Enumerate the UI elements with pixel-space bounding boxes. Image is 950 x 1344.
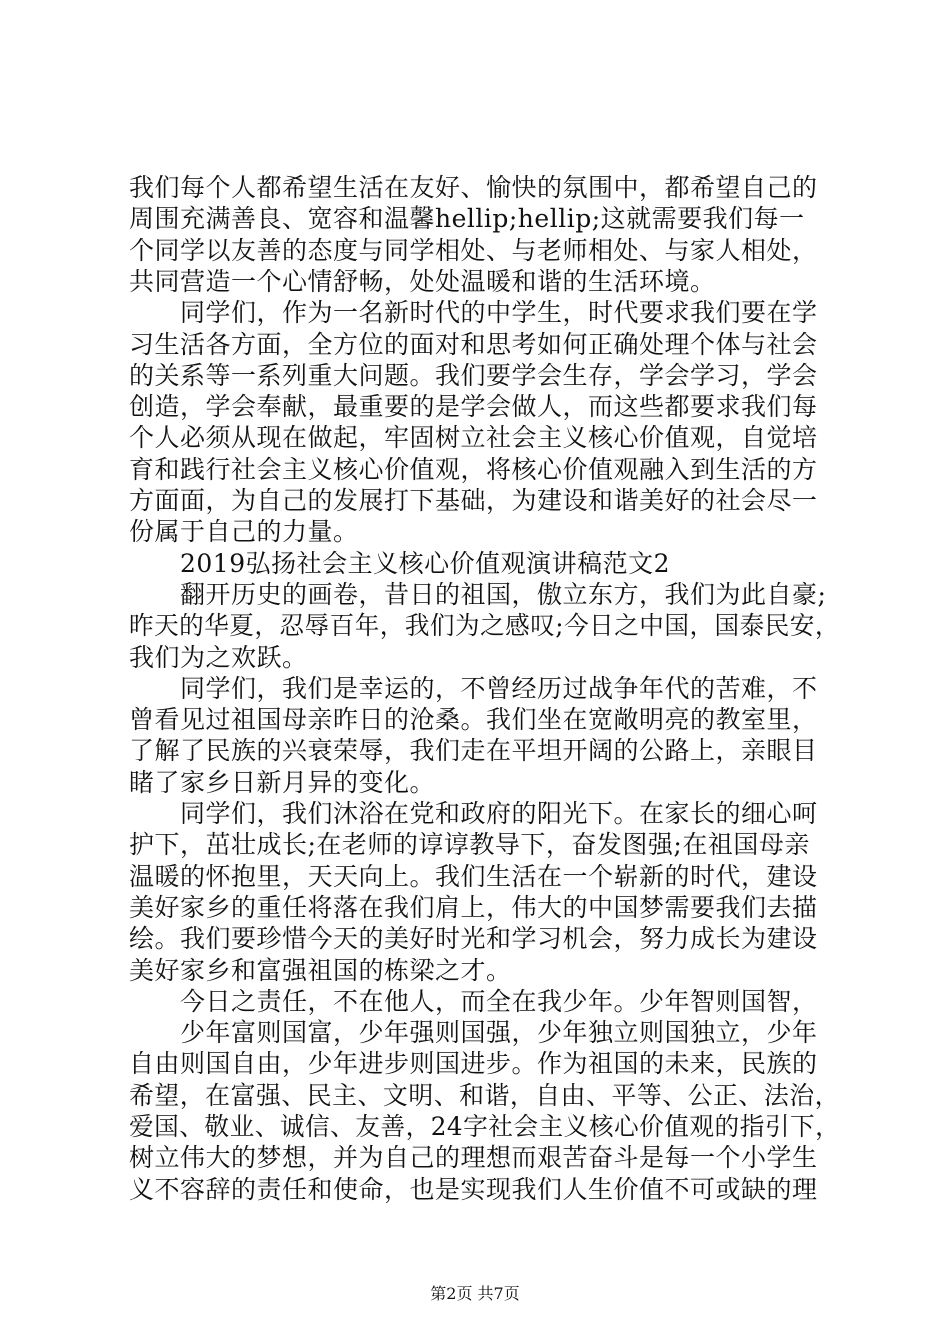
text-line: 睹了家乡日新月异的变化。: [129, 767, 436, 797]
text-line: 的关系等一系列重大问题。我们要学会生存，学会学习，学会: [129, 360, 818, 390]
text-line: 少年富则国富，少年强则国强，少年独立则国独立，少年: [129, 1018, 818, 1048]
text-line: 个人必须从现在做起，牢固树立社会主义核心价值观，自觉培: [129, 423, 818, 453]
text-line: 自由则国自由，少年进步则国进步。作为祖国的未来，民族的: [129, 1049, 818, 1079]
text-line: 今日之责任，不在他人，而全在我少年。少年智则国智，: [129, 986, 818, 1016]
text-line: 共同营造一个心情舒畅，处处温暖和谐的生活环境。: [129, 266, 716, 296]
text-line: 希望，在富强、民主、文明、和谐，自由、平等、公正、法治，: [129, 1080, 841, 1110]
text-line: 了解了民族的兴衰荣辱，我们走在平坦开阔的公路上，亲眼目: [129, 736, 818, 766]
text-line: 温暖的怀抱里，天天向上。我们生活在一个崭新的时代，建设: [129, 861, 818, 891]
text-line: 义不容辞的责任和使命，也是实现我们人生价值不可或缺的理: [129, 1174, 818, 1204]
text-line: 2019弘扬社会主义核心价值观演讲稿范文2: [129, 548, 671, 578]
text-line: 树立伟大的梦想，并为自己的理想而艰苦奋斗是每一个小学生: [129, 1143, 818, 1173]
text-line: 美好家乡的重任将落在我们肩上，伟大的中国梦需要我们去描: [129, 892, 818, 922]
text-line: 同学们，我们沐浴在党和政府的阳光下。在家长的细心呵: [129, 799, 818, 828]
page-footer: 第2页 共7页: [430, 1284, 520, 1303]
text-line: 昨天的华夏，忍辱百年，我们为之感叹;今日之中国，国泰民安，: [129, 611, 840, 641]
text-line: 美好家乡和富强祖国的栋梁之才。: [129, 955, 512, 985]
text-line: 翻开历史的画卷，昔日的祖国，傲立东方，我们为此自豪;: [129, 579, 827, 609]
text-line: 同学们，作为一名新时代的中学生，时代要求我们要在学: [129, 298, 818, 328]
text-line: 份属于自己的力量。: [129, 517, 359, 547]
text-line: 习生活各方面，全方位的面对和思考如何正确处理个体与社会: [129, 329, 818, 359]
text-line: 绘。我们要珍惜今天的美好时光和学习机会，努力成长为建设: [129, 924, 818, 954]
text-line: 育和践行社会主义核心价值观，将核心价值观融入到生活的方: [129, 454, 818, 484]
text-line: 方面面，为自己的发展打下基础，为建设和谐美好的社会尽一: [129, 486, 818, 515]
text-line: 我们每个人都希望生活在友好、愉快的氛围中，都希望自己的: [129, 173, 818, 202]
text-line: 我们为之欢跃。: [129, 642, 308, 672]
text-line: 护下，茁壮成长;在老师的谆谆教导下，奋发图强;在祖国母亲: [129, 830, 810, 860]
text-line: 曾看见过祖国母亲昨日的沧桑。我们坐在宽敞明亮的教室里，: [129, 705, 818, 735]
text-line: 个同学以友善的态度与同学相处、与老师相处、与家人相处，: [129, 235, 818, 265]
text-line: 同学们，我们是幸运的，不曾经历过战争年代的苦难，不: [129, 673, 818, 703]
text-line: 爱国、敬业、诚信、友善，24字社会主义核心价值观的指引下，: [129, 1112, 841, 1141]
text-line: 周围充满善良、宽容和温馨hellip;hellip;这就需要我们每一: [129, 204, 805, 234]
text-line: 创造，学会奉献，最重要的是学会做人，而这些都要求我们每: [129, 392, 818, 422]
